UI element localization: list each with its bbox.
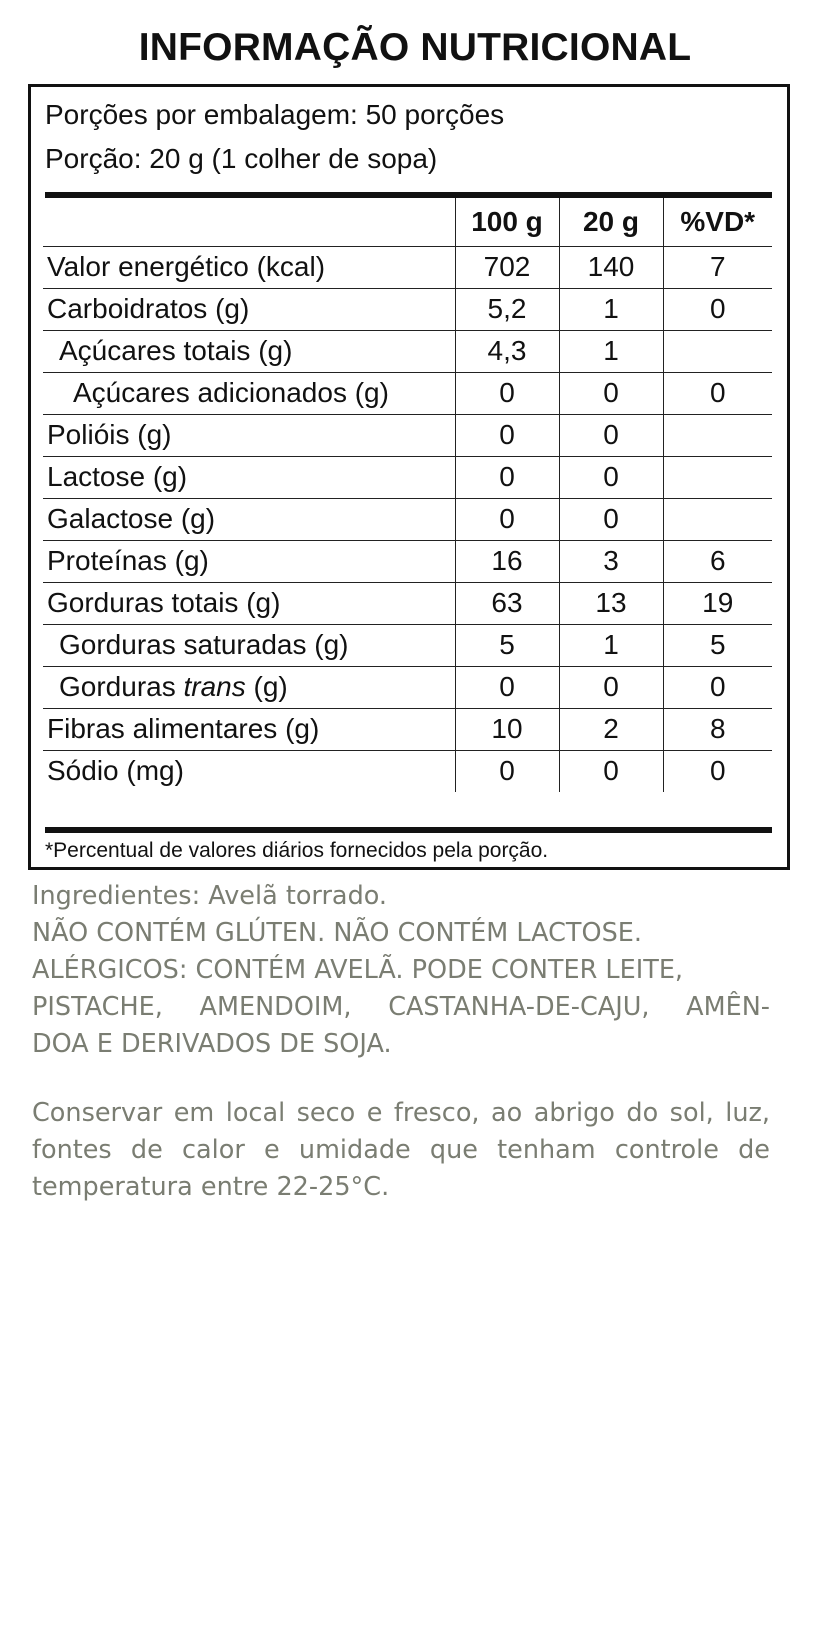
value-20g: 13 — [559, 582, 663, 624]
value-100g: 10 — [455, 708, 559, 750]
value-vd — [663, 330, 772, 372]
allergens-line: DOA E DERIVADOS DE SOJA. — [32, 1029, 392, 1059]
value-100g: 5 — [455, 624, 559, 666]
row-label: Sódio (mg) — [47, 755, 184, 787]
value-20g: 0 — [559, 372, 663, 414]
table-row — [43, 666, 772, 708]
row-label: Açúcares totais (g) — [43, 330, 455, 372]
value-20g: 0 — [559, 666, 663, 708]
value-vd: 0 — [663, 288, 772, 330]
row-label: Galactose (g) — [43, 498, 455, 540]
value-20g: 1 — [559, 288, 663, 330]
row-label-post: (g) — [245, 671, 288, 702]
value-vd: 7 — [663, 246, 772, 288]
nutrition-facts-box — [28, 84, 790, 870]
value-100g: 0 — [455, 414, 559, 456]
table-row — [43, 456, 772, 498]
portion-size: Porção: 20 g (1 colher de sopa) — [45, 143, 438, 174]
value-100g: 63 — [455, 582, 559, 624]
value-20g: 0 — [559, 498, 663, 540]
value-vd: 0 — [663, 666, 772, 708]
ingredients-line: Ingredientes: Avelã torrado. — [32, 881, 388, 911]
value-vd — [663, 456, 772, 498]
value-vd: 8 — [663, 708, 772, 750]
value-vd: 6 — [663, 540, 772, 582]
portions-per-package: Porções por embalagem: 50 porções — [45, 99, 505, 130]
value-vd — [663, 498, 772, 540]
nutrition-title: INFORMAÇÃO NUTRICIONAL — [138, 26, 692, 69]
row-label: Proteínas (g) — [43, 540, 455, 582]
value-100g: 4,3 — [455, 330, 559, 372]
row-label: Valor energético (kcal) — [43, 246, 455, 288]
table-header-row — [43, 198, 772, 246]
header-vd: %VD* — [663, 198, 772, 246]
row-label: Fibras alimentares (g) — [43, 708, 455, 750]
table-row — [43, 498, 772, 540]
value-100g: 0 — [455, 666, 559, 708]
value-20g: 1 — [559, 624, 663, 666]
row-label: Gorduras saturadas (g) — [43, 624, 455, 666]
value-100g: 702 — [455, 246, 559, 288]
value-100g: 0 — [455, 456, 559, 498]
row-label: Gorduras totais (g) — [43, 582, 455, 624]
value-vd: 5 — [663, 624, 772, 666]
row-label: Carboidratos (g) — [43, 288, 455, 330]
value-20g: 0 — [559, 750, 663, 792]
table-row — [43, 708, 772, 750]
value-20g: 1 — [559, 330, 663, 372]
value-100g: 5,2 — [455, 288, 559, 330]
header-100g: 100 g — [455, 198, 559, 246]
storage-instructions: Conservar em local seco e fresco, ao abrigo do sol, luz, fontes de calor e umidade que tenham controle de temperatura entre 22-25°C. — [32, 1098, 770, 1202]
table-row — [43, 414, 772, 456]
nutrition-table — [43, 198, 772, 792]
value-20g: 0 — [559, 414, 663, 456]
gluten-lactose-notice: NÃO CONTÉM GLÚTEN. NÃO CONTÉM LACTOSE. — [32, 918, 642, 948]
row-label: Lactose (g) — [43, 456, 455, 498]
bottom-divider — [45, 827, 772, 833]
value-100g: 0 — [455, 498, 559, 540]
row-label-italic: trans — [183, 671, 246, 702]
row-label — [43, 666, 455, 708]
value-vd: 0 — [663, 372, 772, 414]
value-100g: 0 — [455, 750, 559, 792]
value-20g: 3 — [559, 540, 663, 582]
ingredients-block — [32, 878, 770, 1063]
value-100g: 0 — [455, 372, 559, 414]
header-nutrient — [43, 198, 455, 246]
table-row — [43, 582, 772, 624]
row-label-pre: Gorduras — [59, 671, 184, 702]
table-row — [43, 288, 772, 330]
header-20g: 20 g — [559, 198, 663, 246]
table-row — [43, 750, 772, 792]
vd-footnote: *Percentual de valores diários fornecidos pela porção. — [45, 839, 549, 862]
allergens-line: PISTACHE, AMENDOIM, CASTANHA-DE-CAJU, AMÊN- — [32, 992, 770, 1022]
row-label: Açúcares adicionados (g) — [43, 372, 455, 414]
value-100g: 16 — [455, 540, 559, 582]
row-label: Polióis (g) — [43, 414, 455, 456]
table-row — [43, 540, 772, 582]
allergens-line: ALÉRGICOS: CONTÉM AVELÃ. PODE CONTER LEITE, — [32, 955, 684, 985]
table-row — [43, 330, 772, 372]
table-row — [43, 246, 772, 288]
value-vd — [663, 414, 772, 456]
value-20g: 0 — [559, 456, 663, 498]
value-20g: 2 — [559, 708, 663, 750]
table-row — [43, 372, 772, 414]
table-row — [43, 624, 772, 666]
value-20g: 140 — [559, 246, 663, 288]
value-vd: 19 — [663, 582, 772, 624]
value-vd: 0 — [663, 750, 772, 792]
